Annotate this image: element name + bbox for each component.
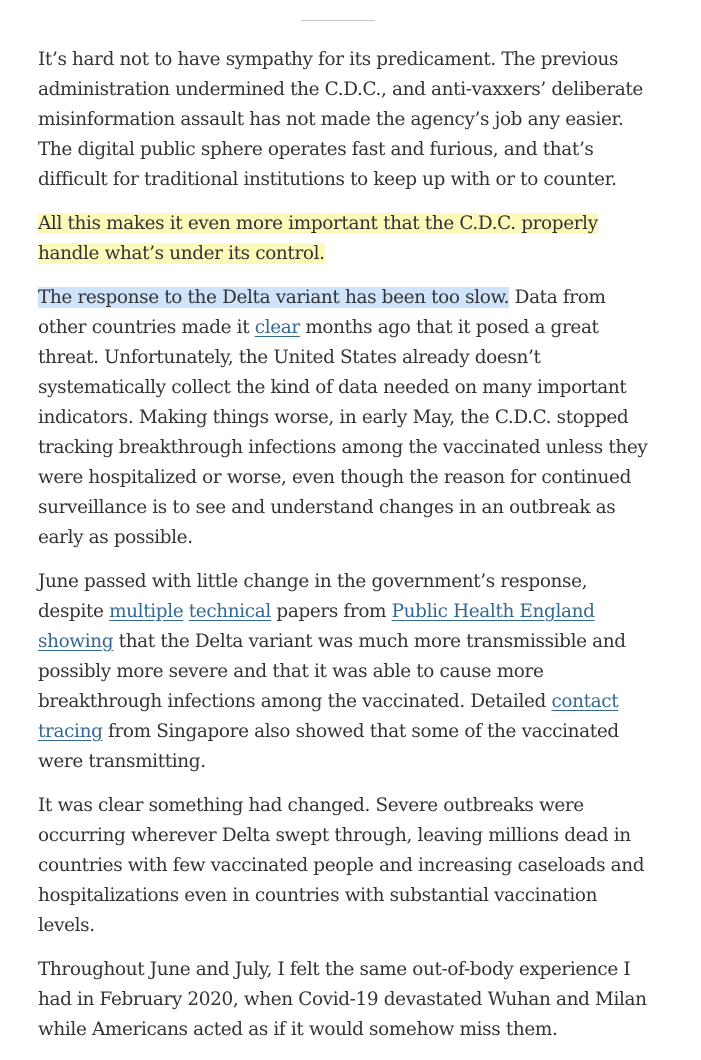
selected-text: The response to the Delta variant has been too slow. <box>38 287 510 308</box>
text-span: Data from other countries made it <box>38 287 606 338</box>
link-multiple[interactable]: multiple <box>109 601 184 622</box>
link-contact-tracing[interactable]: contact tracing <box>38 691 619 742</box>
paragraph-6: Throughout June and July, I felt the same out-of-body experience I had in February 2020, when Covid-19 devastated Wuhan and Milan while Americans acted as if it would somehow miss them. <box>38 959 647 1040</box>
text-span: from Singapore also showed that some of the vaccinated were transmitting. <box>38 721 619 772</box>
link-clear[interactable]: clear <box>254 317 300 338</box>
section-divider <box>301 20 375 21</box>
text-span: that the Delta variant was much more transmissible and possibly more severe and that it was able to cause more breakthrough infections among the vaccinated. Detailed <box>38 631 626 712</box>
paragraph-3 <box>38 283 648 553</box>
text-span: June passed with little change in the government’s response, despite <box>38 571 588 622</box>
link-showing[interactable]: showing <box>38 631 114 652</box>
text-span: months ago that it posed a great threat. Unfortunately, the United States already doesn’t systematically collect the kind of data needed on many important indicators. Making things worse, in early May, the C.D.C. stopped tracking breakthrough infections among the vaccinated unless they were hospitalized or worse, even though the reason for continued surveillance is to see and understand changes in an outbreak as early as possible. <box>38 317 648 548</box>
paragraph-5: It was clear something had changed. Severe outbreaks were occurring wherever Delta swept through, leaving millions dead in countries with few vaccinated people and increasing caseloads and hospitalizations even in countries with substantial vaccination levels. <box>38 795 645 936</box>
text-span: papers from <box>270 601 392 622</box>
link-technical[interactable]: technical <box>188 601 271 622</box>
article-body <box>38 45 648 1059</box>
link-public-health-england[interactable]: Public Health England <box>391 601 595 622</box>
paragraph-2 <box>38 209 648 269</box>
paragraph-1: It’s hard not to have sympathy for its predicament. The previous administration undermined the C.D.C., and anti-vaxxers’ deliberate misinformation assault has not made the agency’s job any easier. The digital public sphere operates fast and furious, and that’s difficult for traditional institutions to keep up with or to counter. <box>38 49 643 190</box>
highlighted-text: All this makes it even more important that the C.D.C. properly handle what’s under its control. <box>38 213 598 264</box>
paragraph-4 <box>38 567 648 777</box>
